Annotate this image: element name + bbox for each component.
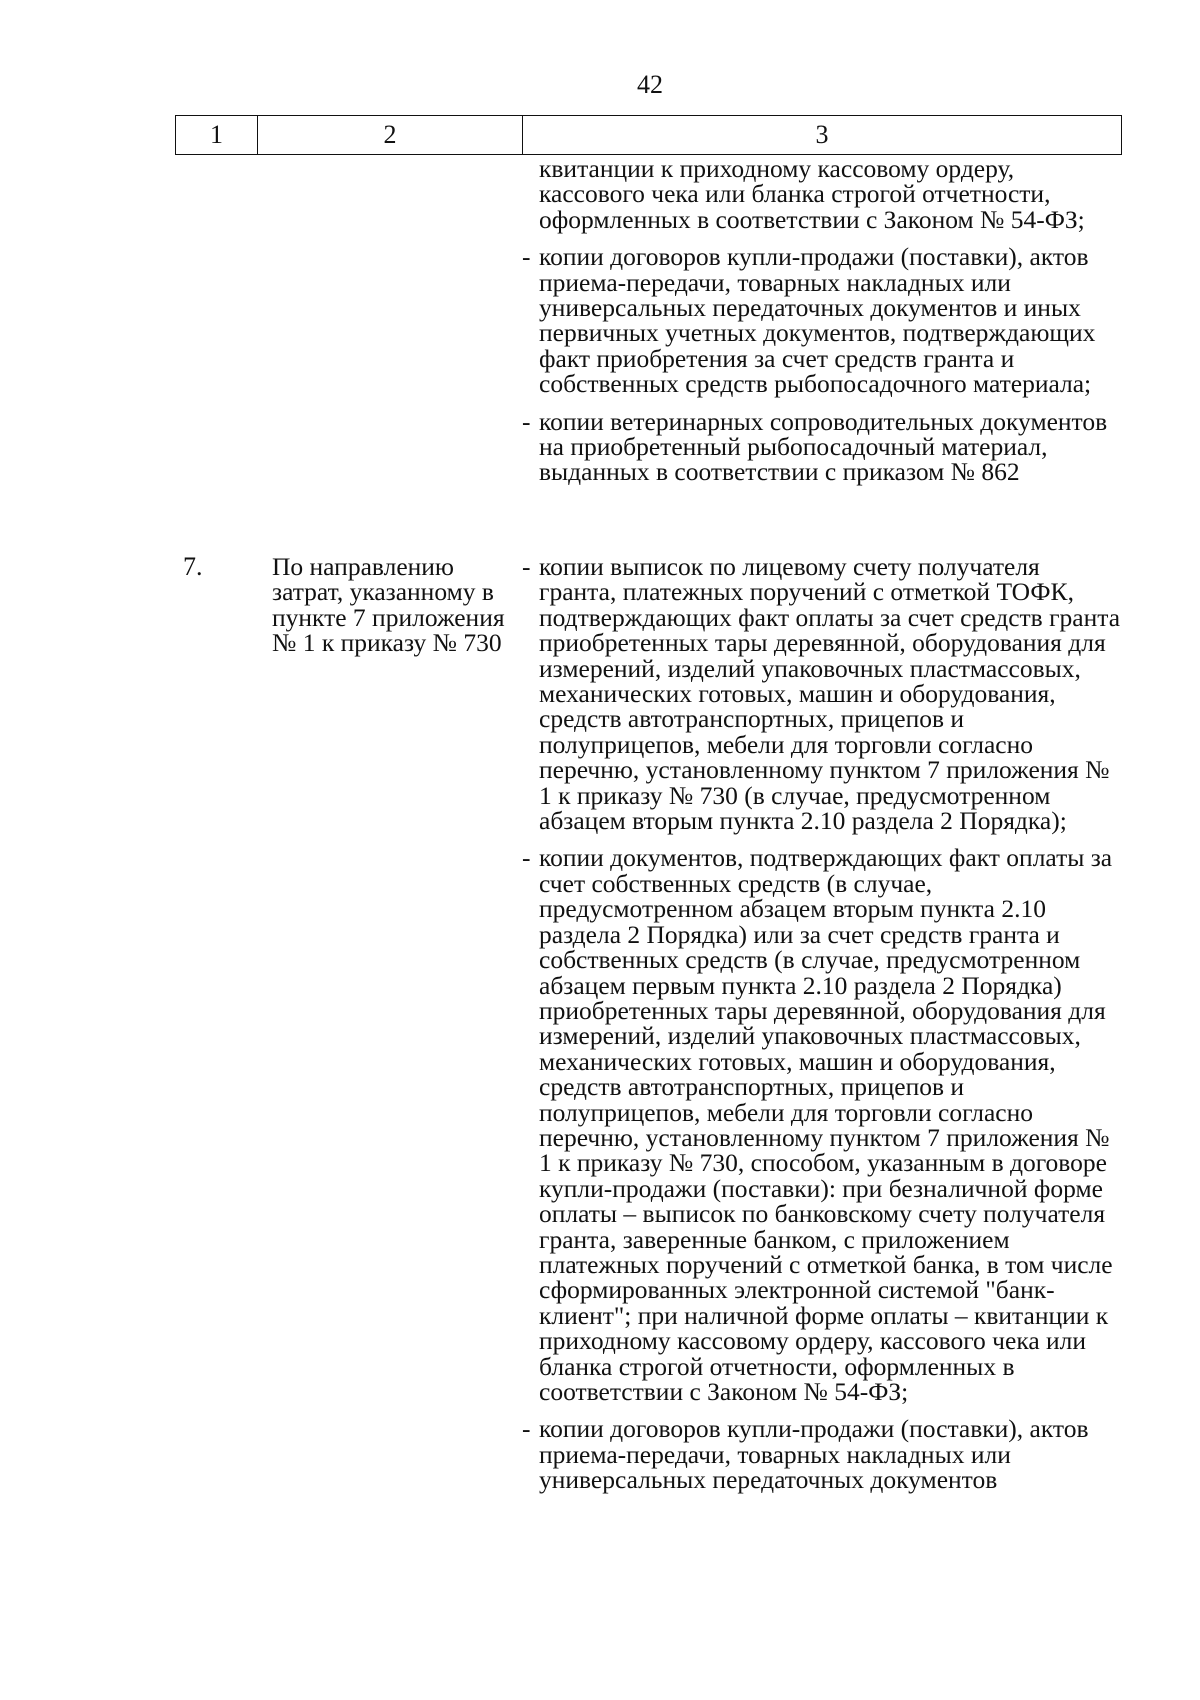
list-item — [522, 845, 1122, 1404]
dash-marker: - — [522, 242, 531, 272]
table-header-col-3: 3 — [815, 120, 829, 149]
continuation-paragraph: квитанции к приходному кассовому ордеру, кассового чека или бланка строгой отчетности, оформленных в соответствии с Законом № 54-ФЗ; — [539, 154, 1085, 234]
table-header-row — [175, 115, 1122, 155]
list-item-text: копии ветеринарных сопроводительных документов на приобретенный рыбопосадочный материал, выданных в соответствии с приказом № 862 — [539, 406, 1108, 487]
dash-marker: - — [522, 552, 531, 581]
list-item — [522, 406, 1122, 487]
list-item — [522, 1414, 1122, 1495]
list-item-text: копии документов, подтверждающих факт оплаты за счет собственных средств (в случае, предусмотренном абзацем вторым пункта 2.10 раздела 2 Порядка) или за счет средств гранта и собственных средств (в случае, предусмотренном абзацем первым пункта 2.10 раздела 2 Порядка) приобретенных тары деревянной, оборудования для измерений, изделий упаковочных пластмассовых, механических готовых, машин и оборудования, средств автотранспортных, прицепов и полуприцепов, мебели для торговли согласно перечню, установленному пунктом 7 приложения № 1 к приказу № 730, способом, указанным в договоре купли-продажи (поставки): при безналичной форме оплаты – выписок по банковскому счету получателя гранта, заверенные банком, с приложением платежных поручений с отметкой банка, в том числе сформированных электронной системой "банк-клиент"; при наличной форме оплаты – квитанции к приходному кассовому ордеру, кассового чека или бланка строгой отчетности, оформленных в соответствии с Законом № 54-ФЗ; — [539, 843, 1113, 1406]
table-header-col-2: 2 — [258, 116, 523, 154]
dash-marker: - — [522, 406, 531, 436]
table-header-col-1: 1 — [176, 116, 258, 154]
list-item-text: копии договоров купли-продажи (поставки), актов приема-передачи, товарных накладных или универсальных передаточных документов и иных первичных учетных документов, подтверждающих факт приобретения за счет средств гранта и собственных средств рыбопосадочного материала; — [539, 242, 1096, 399]
dash-marker: - — [522, 1414, 531, 1444]
list-item-text: копии договоров купли-продажи (поставки), актов приема-передачи, товарных накладных или универсальных передаточных документов — [539, 1414, 1089, 1495]
column-3-upper — [522, 156, 1122, 497]
list-item — [522, 552, 1122, 836]
item-description: По направлению затрат, указанному в пункте 7 приложения № 1 к приказу № 730 — [272, 552, 505, 658]
list-item — [522, 242, 1122, 399]
column-3-item-7 — [522, 554, 1122, 1505]
dash-marker: - — [522, 843, 531, 873]
item-number: 7. — [183, 552, 203, 581]
list-item-text: копии выписок по лицевому счету получателя гранта, платежных поручений с отметкой ТОФК, подтверждающих факт оплаты за счет средств гранта приобретенных тары деревянной, оборудования для измерений, изделий упаковочных пластмассовых, механических готовых, машин и оборудования, средств автотранспортных, прицепов и полуприцепов, мебели для торговли согласно перечню, установленному пунктом 7 приложения № 1 к приказу № 730 (в случае, предусмотренном абзацем вторым пункта 2.10 раздела 2 Порядка); — [539, 552, 1121, 836]
page-number: 42 — [637, 70, 663, 99]
